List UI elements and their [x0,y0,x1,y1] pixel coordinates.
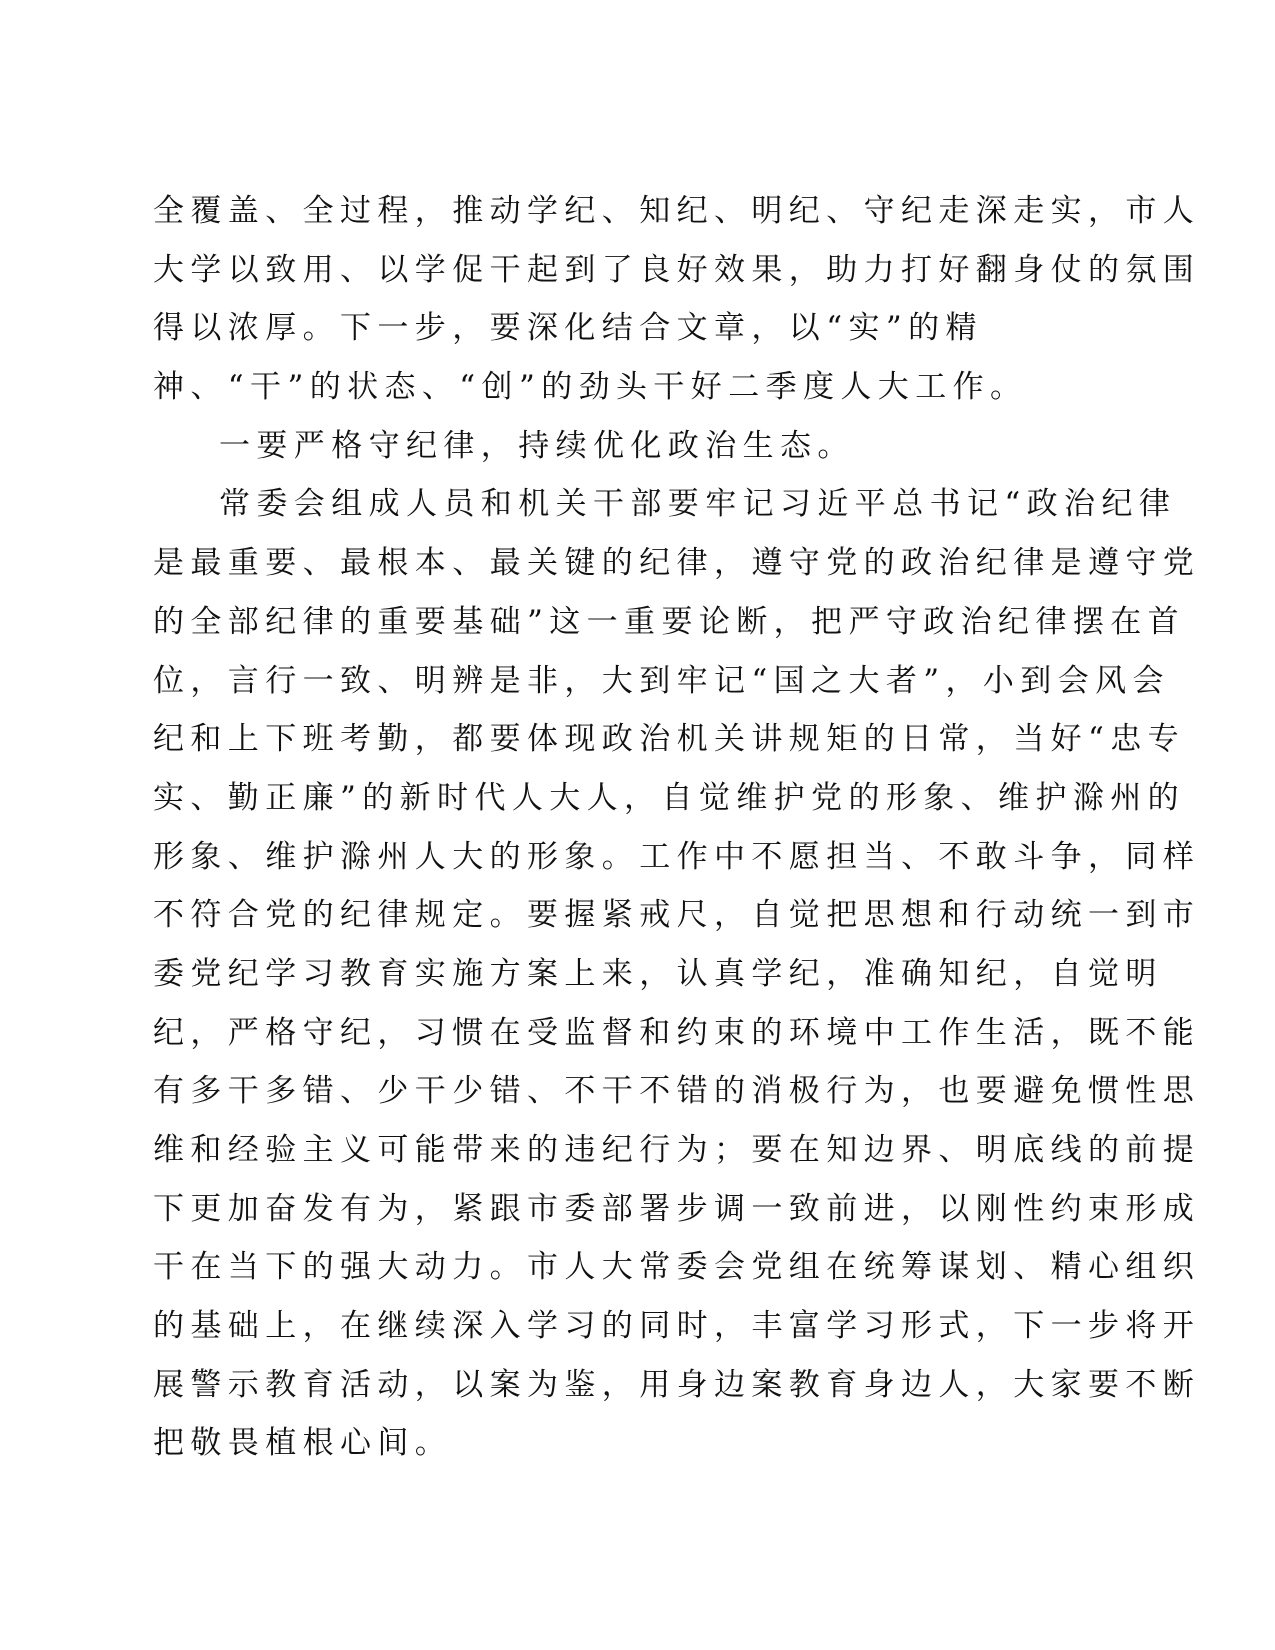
text-line: 大学以致用、以学促干起到了良好效果，助力打好翻身仗的氛围 [153,251,1201,288]
text-line: 纪，严格守纪，习惯在受监督和约束的环境中工作生活，既不能 [153,1014,1201,1051]
section-heading: 一要严格守纪律，持续优化政治生态。 [219,427,855,464]
text-line: 实、勤正廉”的新时代人大人，自觉维护党的形象、维护滁州的 [153,779,1186,816]
text-line: 全覆盖、全过程，推动学纪、知纪、明纪、守纪走深走实，市人 [153,193,1201,229]
body-text [153,182,1201,1473]
text-line: 的基础上，在继续深入学习的同时，丰富学习形式，下一步将开 [153,1308,1201,1345]
text-line: 的全部纪律的重要基础”这一重要论断，把严守政治纪律摆在首 [153,603,1186,640]
text-line: 神、“干”的状态、“创”的劲头干好二季度人大工作。 [153,369,1028,406]
text-line: 是最重要、最根本、最关键的纪律，遵守党的政治纪律是遵守党 [153,545,1201,582]
text-line: 维和经验主义可能带来的违纪行为；要在知边界、明底线的前提 [153,1132,1201,1168]
text-line: 委党纪学习教育实施方案上来，认真学纪，准确知纪，自觉明 [153,955,1163,992]
text-line: 形象、维护滁州人大的形象。工作中不愿担当、不敢斗争，同样 [153,838,1201,875]
text-line: 不符合党的纪律规定。要握紧戒尺，自觉把思想和行动统一到市 [153,897,1201,934]
text-line: 得以浓厚。下一步，要深化结合文章，以“实”的精 [153,310,983,347]
text-line: 纪和上下班考勤，都要体现政治机关讲规矩的日常，当好“忠专 [153,721,1186,758]
text-line: 把敬畏植根心间。 [153,1425,453,1462]
text-line: 有多干多错、少干少错、不干不错的消极行为，也要避免惯性思 [153,1073,1201,1110]
text-line: 常委会组成人员和机关干部要牢记习近平总书记“政治纪律 [219,486,1177,523]
text-line: 位，言行一致、明辨是非，大到牢记“国之大者”，小到会风会 [153,662,1170,699]
text-line: 干在当下的强大动力。市人大常委会党组在统筹谋划、精心组织 [153,1249,1201,1286]
text-line: 下更加奋发有为，紧跟市委部署步调一致前进，以刚性约束形成 [153,1190,1201,1227]
text-line: 展警示教育活动，以案为鉴，用身边案教育身边人，大家要不断 [153,1366,1201,1403]
